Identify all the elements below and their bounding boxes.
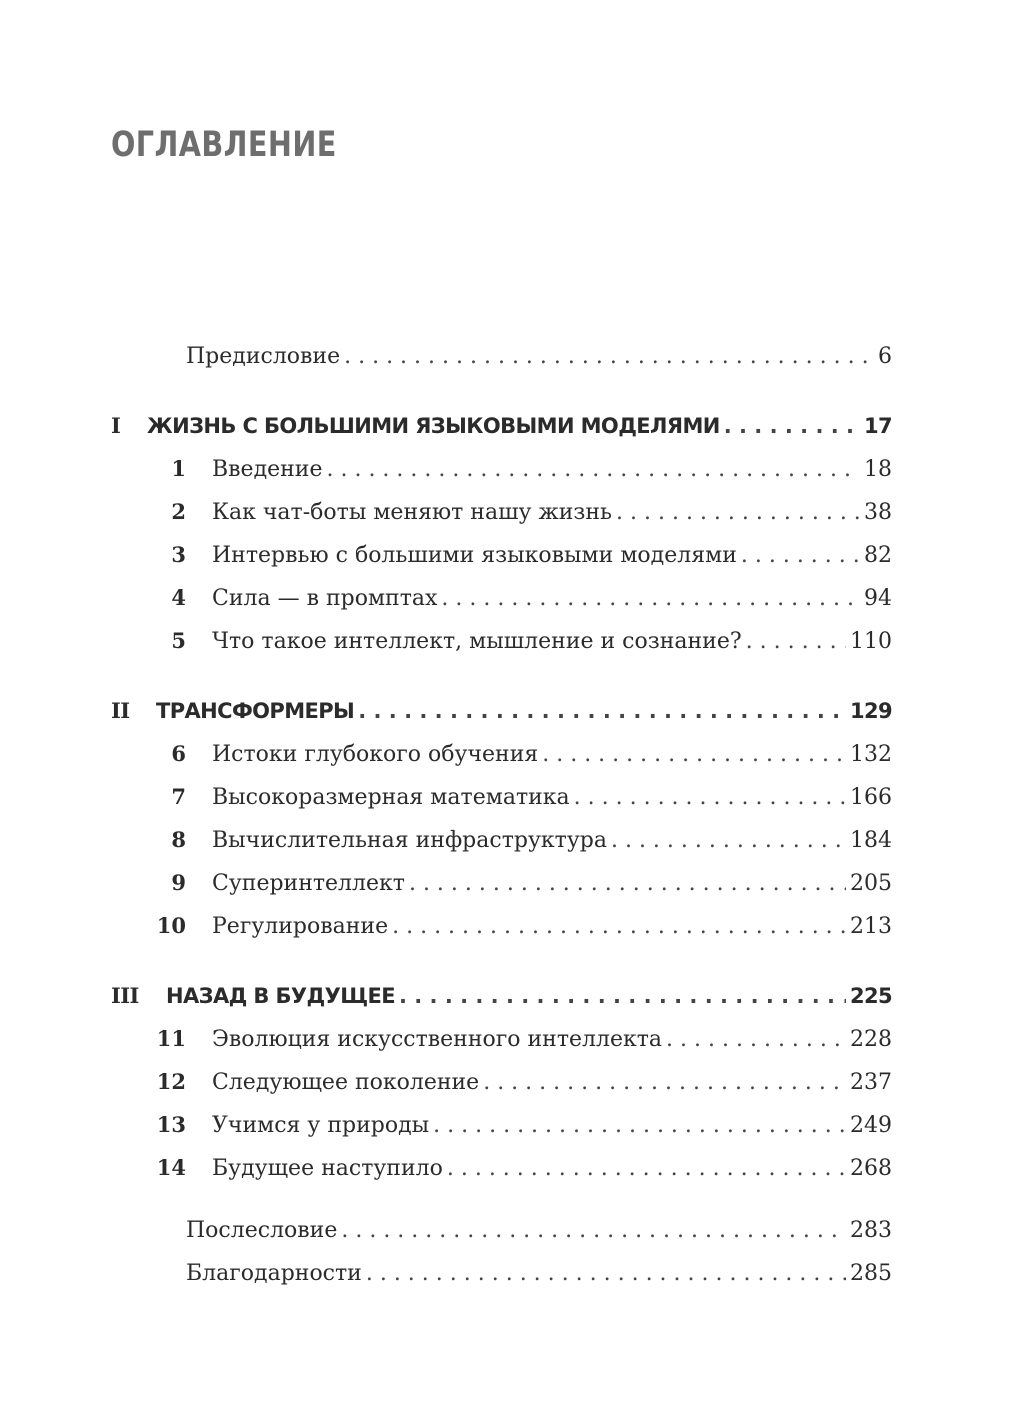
dot-leader <box>542 733 846 776</box>
dot-leader <box>341 1209 846 1252</box>
toc-entry-acknowledgements[interactable] <box>111 1252 892 1295</box>
dot-leader <box>433 1104 846 1147</box>
dot-leader <box>666 1018 846 1061</box>
toc-chapter[interactable] <box>111 732 892 775</box>
chapter-title: Будущее наступило <box>212 1156 443 1181</box>
dot-leader <box>358 690 846 733</box>
toc-entry-preface[interactable] <box>111 335 892 378</box>
chapter-title: Суперинтеллект <box>212 871 405 896</box>
chapter-title: Учимся у природы <box>212 1113 430 1138</box>
chapter-title: Сила — в промптах <box>212 586 438 611</box>
toc-chapter[interactable] <box>111 576 892 619</box>
toc-chapter[interactable] <box>111 1017 892 1060</box>
dot-leader <box>611 819 846 862</box>
entry-title: Благодарности <box>186 1261 362 1286</box>
entry-page: 285 <box>850 1261 892 1286</box>
chapter-page: 228 <box>850 1027 892 1052</box>
toc-chapter[interactable] <box>111 447 892 490</box>
chapter-number: 5 <box>171 628 186 653</box>
chapter-title: Как чат-боты меняют нашу жизнь <box>212 500 613 525</box>
dot-leader <box>724 405 860 448</box>
chapter-page: 237 <box>850 1070 892 1095</box>
chapter-number: 3 <box>171 542 186 567</box>
part-page: 17 <box>863 414 892 438</box>
dot-leader <box>366 1252 846 1295</box>
chapter-title: Следующее поколение <box>212 1070 480 1095</box>
entry-title: Предисловие <box>186 344 341 369</box>
entry-page: 283 <box>850 1218 892 1243</box>
chapter-title: Эволюция искусственного интеллекта <box>212 1027 663 1052</box>
part-number: II <box>111 698 130 723</box>
chapter-number: 14 <box>156 1155 186 1180</box>
chapter-page: 38 <box>864 500 892 525</box>
toc-chapter[interactable] <box>111 490 892 533</box>
chapter-page: 18 <box>864 457 892 482</box>
chapter-title: Истоки глубокого обучения <box>212 742 539 767</box>
part-title: ТРАНСФОРМЕРЫ <box>156 699 355 723</box>
chapter-page: 205 <box>850 871 892 896</box>
chapter-page: 184 <box>850 828 892 853</box>
toc-chapter[interactable] <box>111 533 892 576</box>
toc-chapter[interactable] <box>111 904 892 947</box>
chapter-title: Вычислительная инфраструктура <box>212 828 607 853</box>
chapter-number: 7 <box>171 784 186 809</box>
chapter-page: 213 <box>850 914 892 939</box>
part-page: 129 <box>849 699 892 723</box>
part-number: I <box>111 413 121 438</box>
toc-chapter[interactable] <box>111 1103 892 1146</box>
chapter-title: Высокоразмерная математика <box>212 785 570 810</box>
chapter-number: 1 <box>171 456 186 481</box>
chapter-page: 82 <box>864 543 892 568</box>
toc-chapter[interactable] <box>111 818 892 861</box>
chapter-number: 2 <box>171 499 186 524</box>
part-title: ЖИЗНЬ С БОЛЬШИМИ ЯЗЫКОВЫМИ МОДЕЛЯМИ <box>147 414 720 438</box>
chapter-title: Регулирование <box>212 914 389 939</box>
dot-leader <box>746 620 846 663</box>
chapter-number: 8 <box>171 827 186 852</box>
chapter-number: 11 <box>156 1026 186 1051</box>
toc-part-1[interactable] <box>111 404 892 447</box>
chapter-page: 166 <box>850 785 892 810</box>
entry-page: 6 <box>878 344 892 369</box>
dot-leader <box>392 905 846 948</box>
chapter-title: Что такое интеллект, мышление и сознание? <box>212 629 742 654</box>
part-page: 225 <box>849 984 892 1008</box>
dot-leader <box>741 534 860 577</box>
chapter-page: 268 <box>850 1156 892 1181</box>
dot-leader <box>616 491 860 534</box>
dot-leader <box>326 448 860 491</box>
chapter-number: 9 <box>171 870 186 895</box>
table-of-contents <box>111 335 892 1295</box>
toc-chapter[interactable] <box>111 619 892 662</box>
chapter-number: 13 <box>156 1112 186 1137</box>
chapter-page: 249 <box>850 1113 892 1138</box>
dot-leader <box>447 1147 846 1190</box>
toc-chapter[interactable] <box>111 1060 892 1103</box>
toc-entry-afterword[interactable] <box>111 1209 892 1252</box>
part-title: НАЗАД В БУДУЩЕЕ <box>166 984 395 1008</box>
chapter-number: 10 <box>156 913 186 938</box>
toc-part-3[interactable] <box>111 974 892 1017</box>
chapter-title: Введение <box>212 457 323 482</box>
chapter-page: 132 <box>850 742 892 767</box>
dot-leader <box>441 577 860 620</box>
toc-chapter[interactable] <box>111 1146 892 1189</box>
entry-title: Послесловие <box>186 1218 338 1243</box>
chapter-page: 94 <box>864 586 892 611</box>
dot-leader <box>344 335 874 378</box>
chapter-page: 110 <box>850 629 892 654</box>
chapter-number: 4 <box>171 585 186 610</box>
dot-leader <box>574 776 846 819</box>
chapter-number: 12 <box>156 1069 186 1094</box>
toc-chapter[interactable] <box>111 861 892 904</box>
toc-chapter[interactable] <box>111 775 892 818</box>
dot-leader <box>409 862 846 905</box>
page-title: ОГЛАВЛЕНИЕ <box>111 125 337 165</box>
chapter-title: Интервью с большими языковыми моделями <box>212 543 737 568</box>
toc-part-2[interactable] <box>111 689 892 732</box>
dot-leader <box>399 975 846 1018</box>
part-number: III <box>111 983 139 1008</box>
chapter-number: 6 <box>171 741 186 766</box>
dot-leader <box>483 1061 846 1104</box>
